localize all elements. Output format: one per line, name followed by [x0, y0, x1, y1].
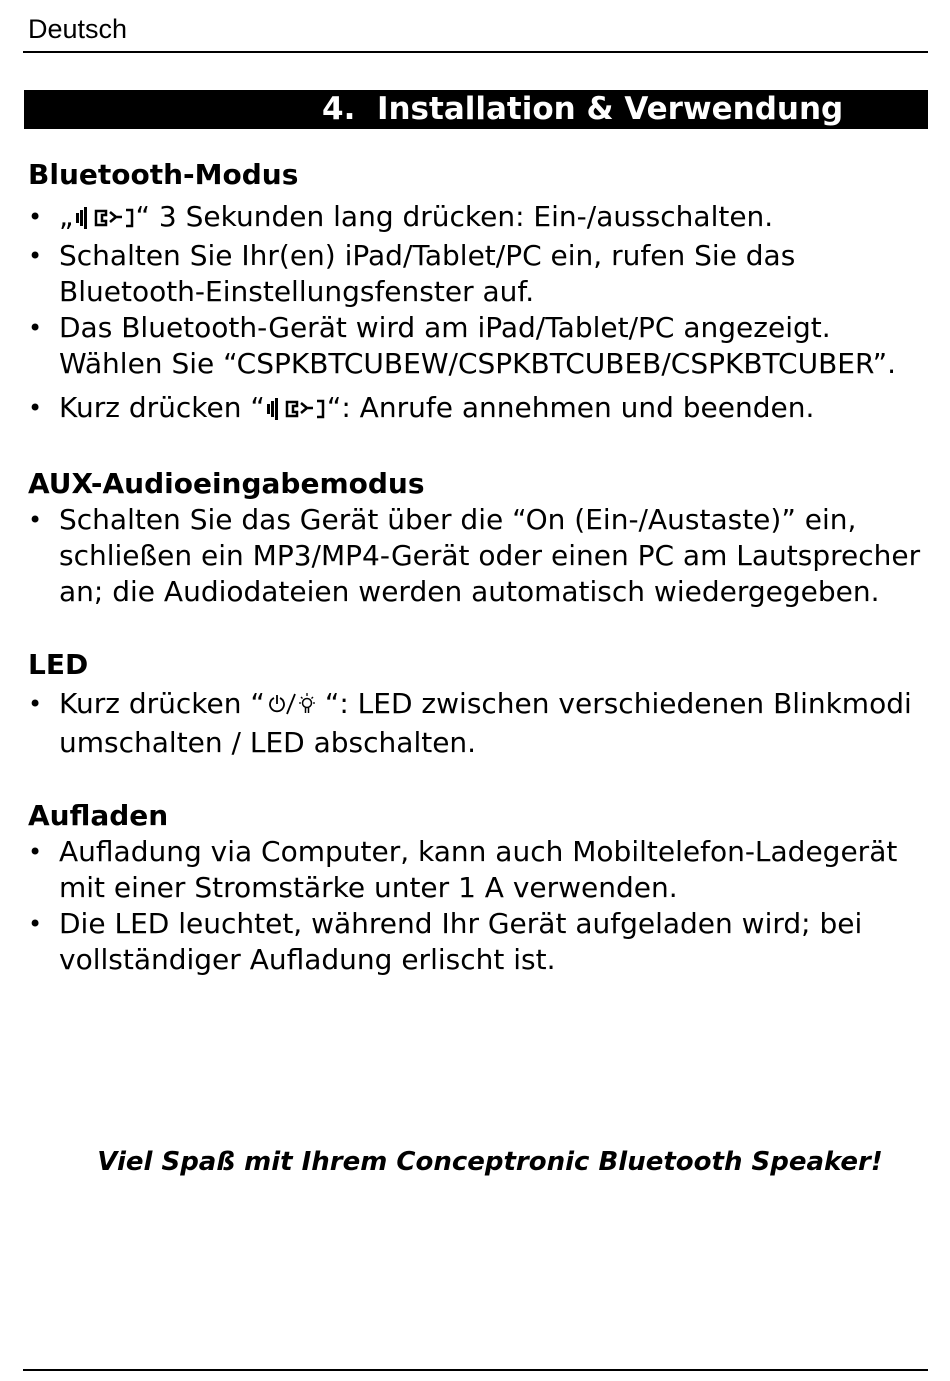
item-text-pre: „ — [59, 200, 74, 233]
list-item — [28, 390, 928, 429]
chapter-title — [322, 90, 843, 129]
item-text-post: “: LED zwischen verschiedenen Blinkmodi umschalten / LED abschalten. — [59, 687, 912, 759]
charging-list — [28, 834, 928, 978]
section-title-aux: AUX-Audioeingabemodus — [28, 467, 425, 500]
chapter-title-bar — [24, 90, 928, 129]
closing-note: Viel Spaß mit Ihrem Conceptronic Bluetooth Speaker! — [97, 1147, 883, 1177]
list-item: • Schalten Sie das Gerät über die “On (Ein-/Austaste)” ein, schließen ein MP3/MP4-Gerät oder einen PC am Lautsprecher an; die Audiodateien werden automatisch wiedergegeben. — [28, 502, 928, 610]
list-item: • Aufladung via Computer, kann auch Mobiltelefon-Ladegerät mit einer Stromstärke unter 1 A verwenden. — [28, 834, 928, 906]
item-text-pre: Kurz drücken “ — [59, 391, 265, 424]
item-text-pre: Kurz drücken “ — [59, 687, 265, 720]
list-item: • Schalten Sie Ihr(en) iPad/Tablet/PC ein, rufen Sie das Bluetooth-Einstellungsfenster auf. — [28, 238, 928, 310]
aux-list — [28, 502, 928, 610]
list-item — [28, 199, 928, 238]
item-text-post: “: Anrufe annehmen und beenden. — [326, 391, 815, 424]
chapter-number: 4. — [322, 91, 356, 127]
bluetooth-list — [28, 199, 928, 429]
header-language: Deutsch — [28, 14, 128, 44]
phone-bluetooth-icon — [74, 202, 136, 238]
item-text-post: “ 3 Sekunden lang drücken: Ein-/ausschalten. — [135, 200, 774, 233]
header-rule — [23, 51, 928, 53]
chapter-title-text: Installation & Verwendung — [376, 91, 844, 127]
section-title-charging: Aufladen — [28, 799, 169, 832]
power-led-icon — [265, 689, 325, 725]
list-item — [28, 686, 928, 761]
footer-rule — [23, 1369, 928, 1371]
led-list — [28, 686, 928, 761]
section-title-led: LED — [28, 648, 89, 681]
content — [28, 157, 928, 978]
list-item: • Das Bluetooth-Gerät wird am iPad/Tablet/PC angezeigt. Wählen Sie “CSPKBTCUBEW/CSPKBTCUBEB/CSPKBTCUBER”. — [28, 310, 928, 382]
phone-bluetooth-icon — [265, 393, 327, 429]
list-item: • Die LED leuchtet, während Ihr Gerät aufgeladen wird; bei vollständiger Aufladung erlischt ist. — [28, 906, 928, 978]
section-title-bluetooth: Bluetooth-Modus — [28, 158, 299, 191]
